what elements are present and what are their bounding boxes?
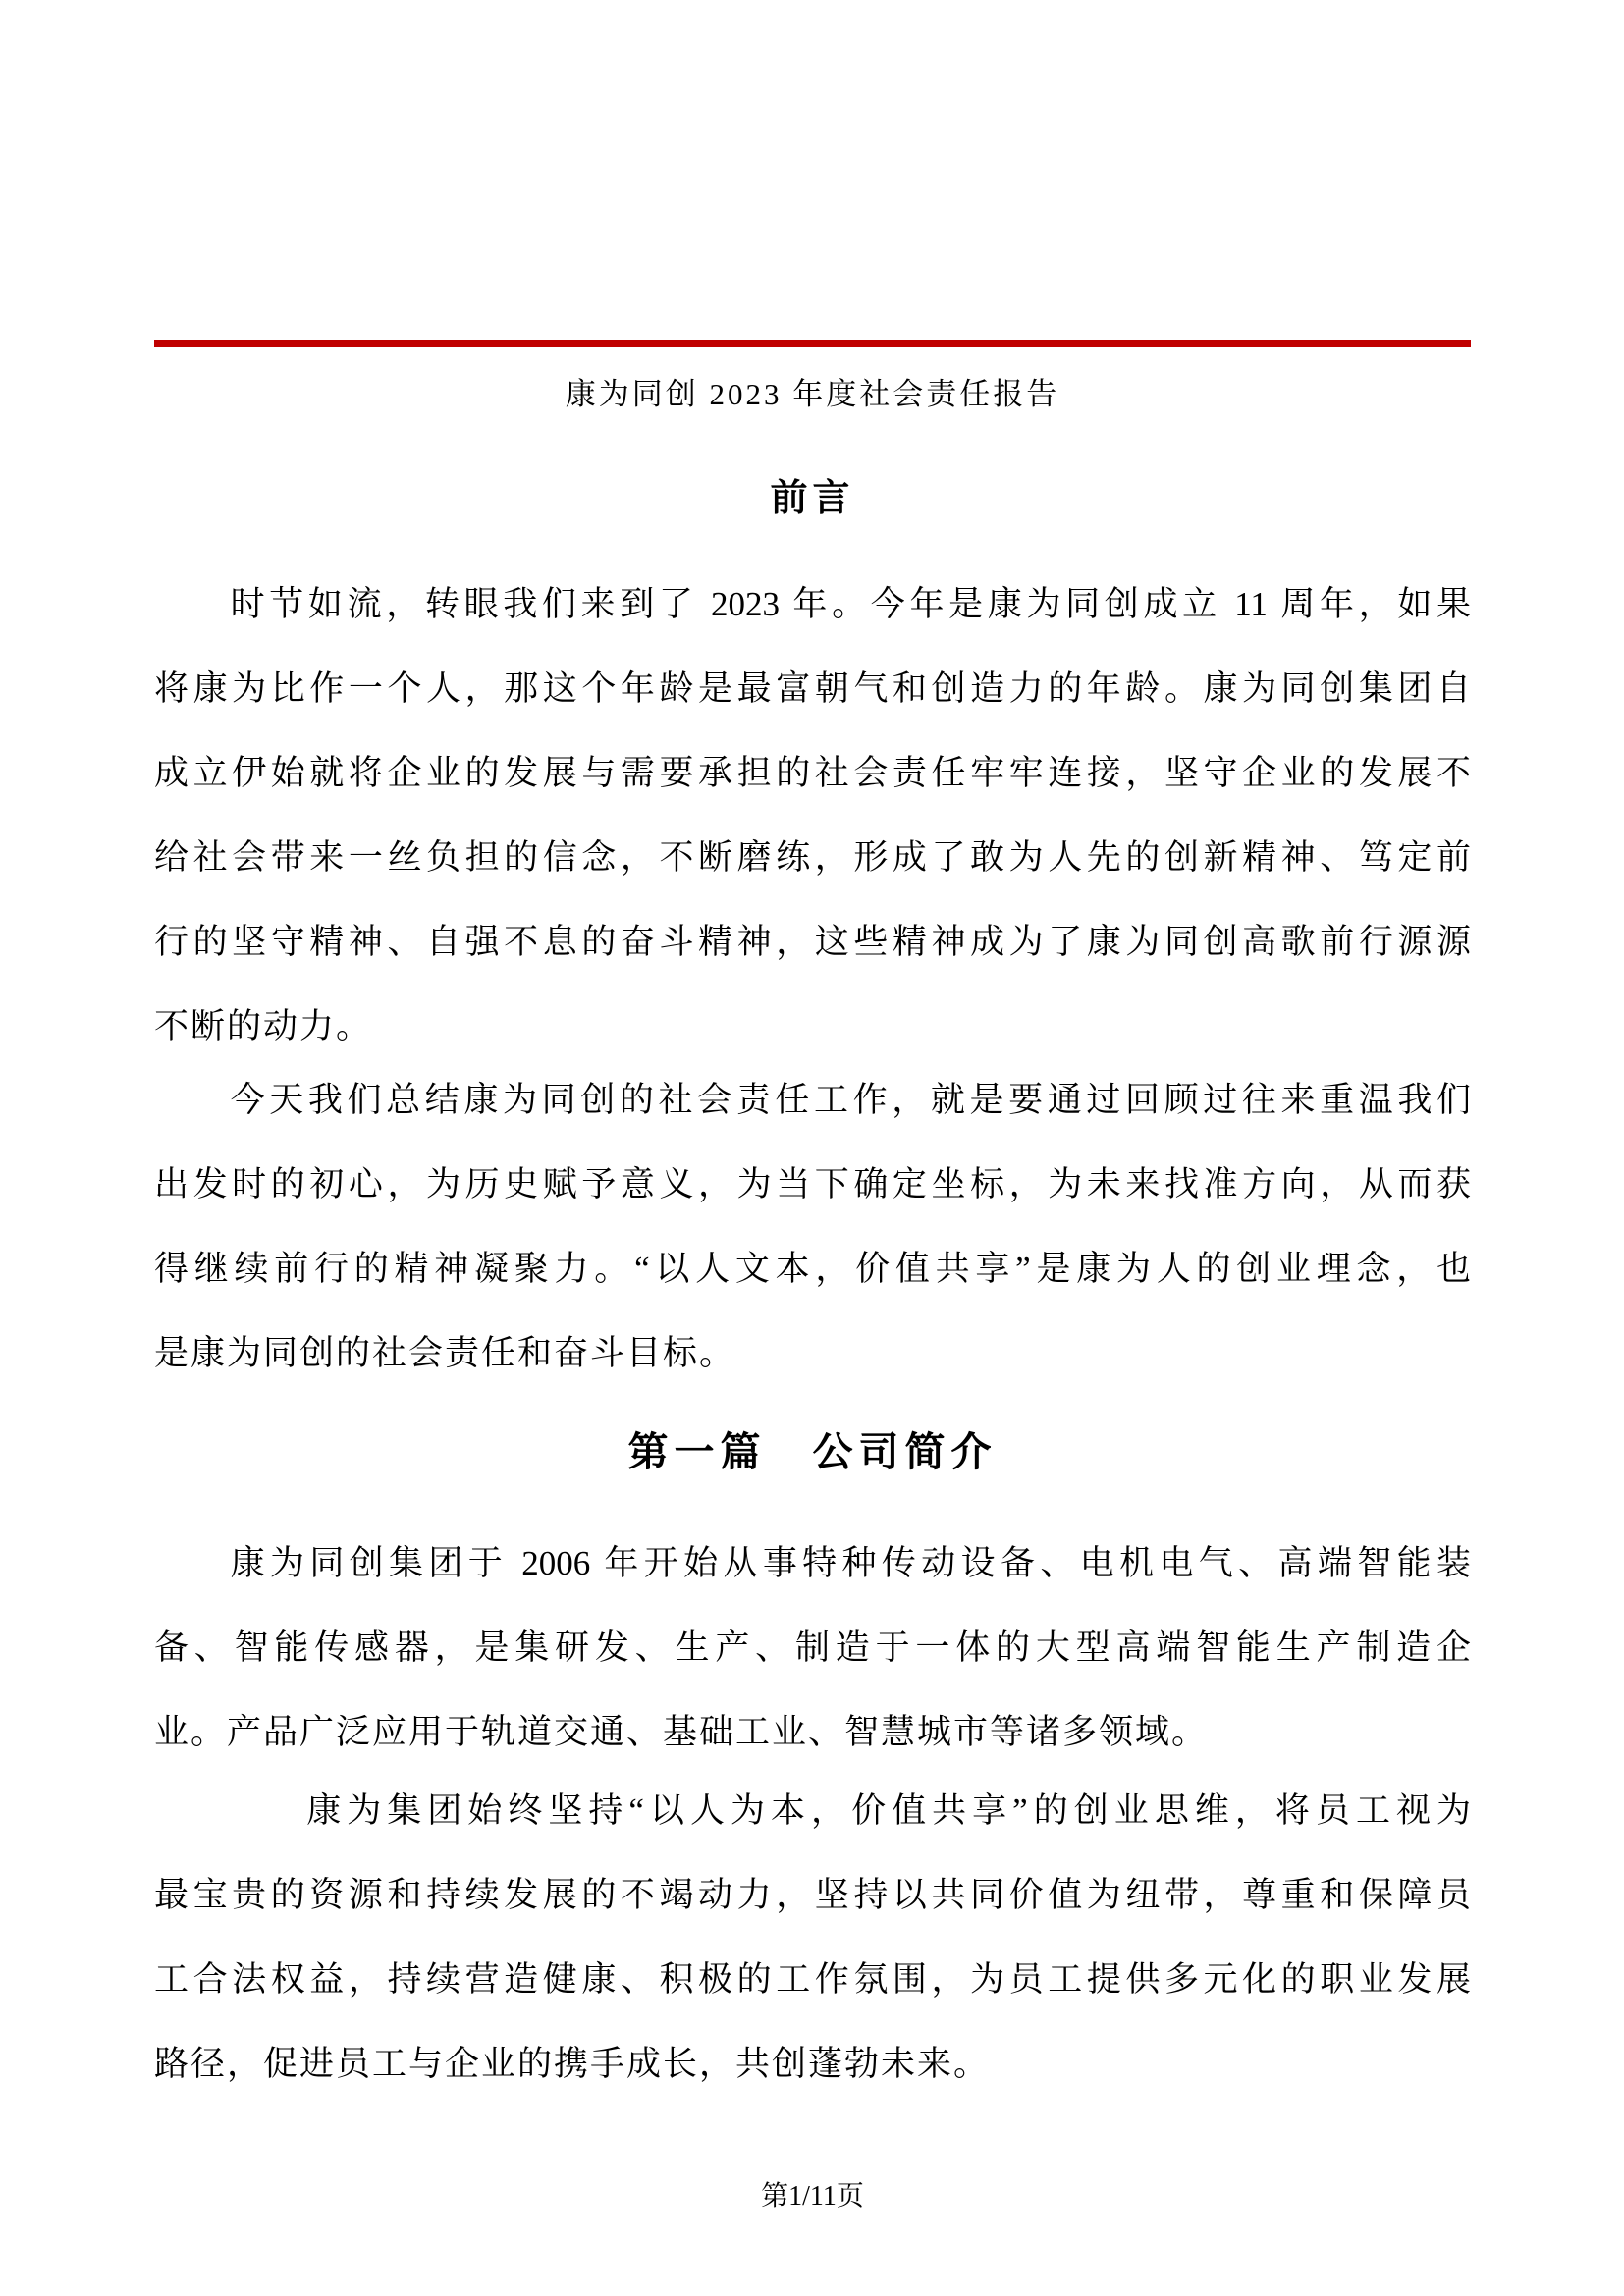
text-line: 工合法权益，持续营造健康、积极的工作氛围，为员工提供多元化的职业发展: [154, 1960, 1471, 1999]
company-intro-paragraph-1: [154, 1522, 1471, 1775]
text-line: 出发时的初心，为历史赋予意义，为当下确定坐标，为未来找准方向，从而获: [154, 1165, 1471, 1203]
title-rule-divider: [154, 340, 1471, 347]
text-line: 备、智能传感器，是集研发、生产、制造于一体的大型高端智能生产制造企: [154, 1629, 1471, 1667]
text-line: 得继续前行的精神凝聚力。“以人文本，价值共享”是康为人的创业理念，也: [154, 1250, 1471, 1288]
text-line: 时节如流，转眼我们来到了 2023 年。今年是康为同创成立 11 周年，如果: [230, 585, 1471, 623]
text-line: 康为集团始终坚持“以人为本，价值共享”的创业思维，将员工视为: [306, 1791, 1471, 1830]
text-line: 成立伊始就将企业的发展与需要承担的社会责任牢牢连接，坚守企业的发展不: [154, 754, 1471, 792]
text-line: 将康为比作一个人，那这个年龄是最富朝气和创造力的年龄。康为同创集团自: [154, 669, 1471, 708]
text-line: 给社会带来一丝负担的信念，不断磨练，形成了敢为人先的创新精神、笃定前: [154, 838, 1471, 877]
section-heading: 第一篇 公司简介: [627, 1429, 998, 1474]
text-line: 最宝贵的资源和持续发展的不竭动力，坚持以共同价值为纽带，尊重和保障员: [154, 1876, 1471, 1914]
preface-paragraph-2: [154, 1058, 1471, 1396]
text-line: 今天我们总结康为同创的社会责任工作，就是要通过回顾过往来重温我们: [230, 1081, 1471, 1119]
text-line: 康为同创集团于 2006 年开始从事特种传动设备、电机电气、高端智能装: [230, 1544, 1471, 1582]
preface-heading: 前言: [770, 478, 855, 519]
text-line: 路径，促进员工与企业的携手成长，共创蓬勃未来。: [154, 2045, 991, 2083]
text-line: 行的坚守精神、自强不息的奋斗精神，这些精神成为了康为同创高歌前行源源: [154, 923, 1471, 961]
preface-paragraph-1: [154, 562, 1471, 1069]
text-line: 业。产品广泛应用于轨道交通、基础工业、智慧城市等诸多领域。: [154, 1713, 1209, 1751]
page-number: 第1/11页: [761, 2181, 864, 2212]
document-title: 康为同创 2023 年度社会责任报告: [565, 377, 1060, 411]
text-line: 是康为同创的社会责任和奋斗目标。: [154, 1334, 736, 1372]
text-line: 不断的动力。: [154, 1007, 373, 1045]
company-intro-paragraph-2: [154, 1769, 1471, 2107]
